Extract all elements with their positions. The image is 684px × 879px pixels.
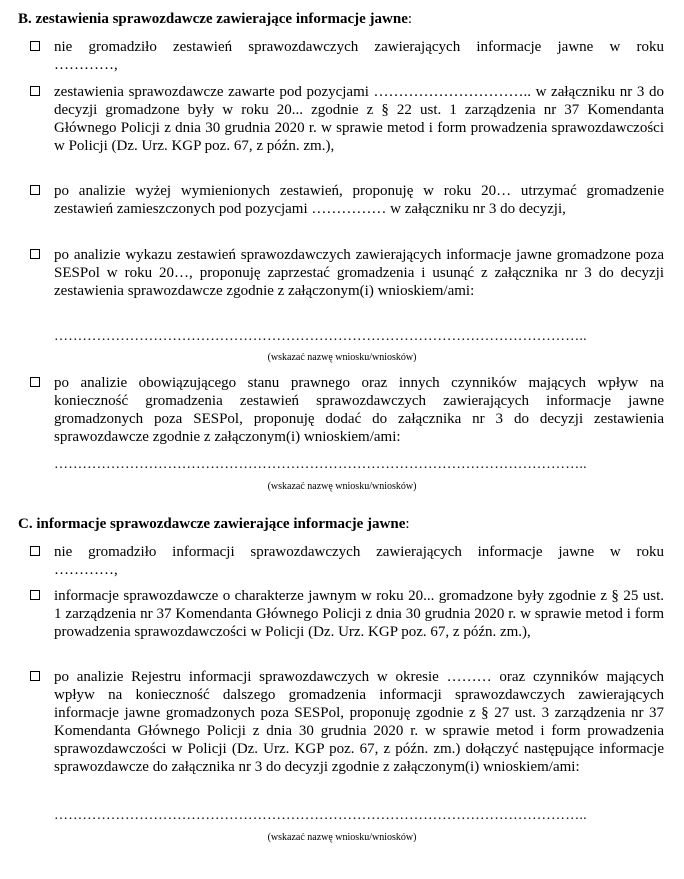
option-text-line1: nie gromadziło zestawień sprawozdawczych zawierających informacje jawne w roku bbox=[54, 39, 664, 55]
option-text: po analizie wykazu zestawień sprawozdawczych zawierających informacje jawne gromadzone poza SESPol w roku 20…, proponuję zaprzestać gromadzenia i usunąć z załącznika nr 3 do decyzji zestawienia sprawozdawcze zgodnie z załączonym(i) wnioskiem/ami: bbox=[54, 247, 664, 299]
option-text: po analizie obowiązującego stanu prawnego oraz innych czynników mających wpływ na konieczność gromadzenia zestawień sprawozdawczych zawierających informacje jawne gromadzonych poza SESPol, proponuję dodać do załącznika nr 3 do decyzji zestawienia sprawozdawcze zgodnie z załączonym(i) wnioskiem/ami: bbox=[54, 375, 664, 445]
option-text-rest: …………, bbox=[54, 562, 118, 578]
section-b-letter: B bbox=[18, 11, 29, 27]
section-c-title: informacje sprawozdawcze zawierające informacje jawne bbox=[36, 516, 406, 532]
checkbox[interactable] bbox=[30, 86, 40, 96]
section-b-title: zestawienia sprawozdawcze zawierające informacje jawne bbox=[35, 11, 408, 27]
fill-line[interactable]: ………………………………………………………………………………………………….. bbox=[54, 808, 587, 823]
option-text-line1: nie gromadziło informacji sprawozdawczych zawierających informacje jawne w roku bbox=[54, 544, 664, 560]
option-text: zestawienia sprawozdawcze zawarte pod pozycjami ………………………….. w załączniku nr 3 do decyzji gromadzone były w roku 20... zgodnie z § 22 ust. 1 zarządzenia nr 37 Komendanta Głównego Policji z dnia 30 grudnia 2020 r. w sprawie metod i form prowadzenia sprawozdawczości w Policji (Dz. Urz. KGP poz. 67, z późn. zm.), bbox=[54, 84, 664, 154]
checkbox[interactable] bbox=[30, 377, 40, 387]
checkbox[interactable] bbox=[30, 249, 40, 259]
fill-hint: (wskazać nazwę wniosku/wniosków) bbox=[267, 481, 417, 492]
option-text: po analizie wyżej wymienionych zestawień, proponuję w roku 20… utrzymać gromadzenie zestawień zamieszczonych pod pozycjami …………… w załączniku nr 3 do decyzji, bbox=[54, 183, 664, 217]
fill-hint: (wskazać nazwę wniosku/wniosków) bbox=[267, 352, 417, 363]
fill-line[interactable]: ………………………………………………………………………………………………….. bbox=[54, 457, 587, 472]
section-b-heading: B. zestawienia sprawozdawcze zawierające informacje jawne: bbox=[18, 11, 413, 27]
checkbox[interactable] bbox=[30, 185, 40, 195]
checkbox[interactable] bbox=[30, 546, 40, 556]
section-c-heading: C. informacje sprawozdawcze zawierające informacje jawne: bbox=[18, 516, 410, 532]
option-text-rest: …………, bbox=[54, 57, 118, 73]
checkbox[interactable] bbox=[30, 41, 40, 51]
fill-hint: (wskazać nazwę wniosku/wniosków) bbox=[267, 832, 417, 843]
fill-line[interactable]: ………………………………………………………………………………………………….. bbox=[54, 329, 587, 344]
option-text: po analizie Rejestru informacji sprawozdawczych w okresie ……… oraz czynników mających wpływ na konieczność dalszego gromadzenia informacji sprawozdawczych zawierających informacje jawne gromadzonych poza SESPol, proponuję zgodnie z § 27 ust. 3 zarządzenia nr 37 Komendanta Głównego Policji z dnia 30 grudnia 2020 r. w sprawie metod i form prowadzenia sprawozdawczości w Policji (Dz. Urz. KGP poz. 67, z późn. zm.) dołączyć następujące informacje sprawozdawcze do załącznika nr 3 do decyzji zgodnie z załączonym(i) wnioskiem/ami: bbox=[54, 669, 664, 775]
option-text: informacje sprawozdawcze o charakterze jawnym w roku 20... gromadzone były zgodnie z § 25 ust. 1 zarządzenia nr 37 Komendanta Głównego Policji z dnia 30 grudnia 2020 r. w sprawie metod i form prowadzenia sprawozdawczości w Policji (Dz. Urz. KGP poz. 67, z późn. zm.), bbox=[54, 588, 664, 640]
checkbox[interactable] bbox=[30, 590, 40, 600]
section-c-letter: C bbox=[18, 516, 29, 532]
checkbox[interactable] bbox=[30, 671, 40, 681]
